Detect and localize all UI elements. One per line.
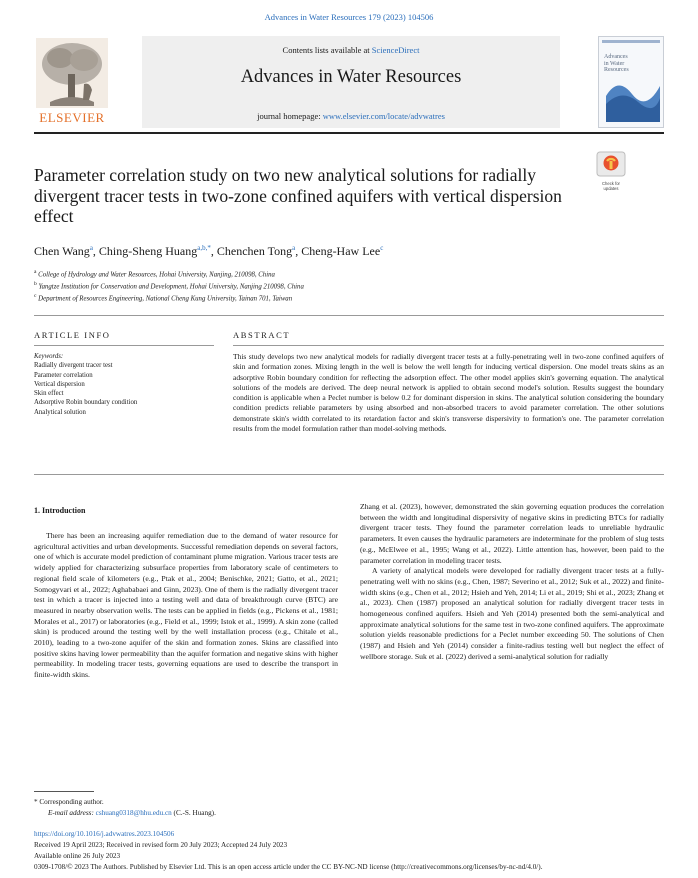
license-line: 0309-1708/© 2023 The Authors. Published by Elsevier Ltd. This is an open access article under the CC BY-NC-ND license (http://creativecommons.org/licenses/by-nc-nd/4.0/). — [34, 863, 543, 871]
homepage-line — [142, 111, 560, 121]
email-line — [48, 808, 216, 818]
article-title: Parameter correlation study on two new analytical solutions for radially divergent tracer tests in two-zone confined aquifers with vertical dispersion effect — [34, 165, 562, 226]
email-link[interactable]: cshuang0318@hhu.edu.cn — [95, 809, 172, 817]
article-info-rule — [34, 345, 214, 346]
journal-cover-image — [598, 36, 664, 128]
intro-paragraph: A variety of analytical models were developed for radially divergent tracer tests at a fully-penetrating well with no skins (e.g., Chen, 1987; Severino et al., 2012; Suk et al., 2022) and finite-width skins (e.g., Chen et al., 2012; Hsieh and Yeh, 2014; Li et al., 2019; Shi et al., 2023; Zhang et al., 2023). Chen (1987) proposed an analytical solution for radially divergent tracer tests in homogeneous confined aquifers. Hsieh and Yeh (2014) presented both the semi-analytical and approximate analytical solutions for the same test in two-zone confined aquifers. The approximate solution yields reasonable predictions for a Peclet number exceeding 50. The solutions of Chen (1987) and Hsieh and Yeh (2014) consider a finite-radius testing well but neglect the effect of wellbore storage. Suk et al. (2022) derived a semi-analytical solution for radially — [360, 566, 664, 661]
keyword: Radially divergent tracer test — [34, 362, 113, 370]
affiliation-sup: a — [34, 269, 37, 275]
abstract-heading: ABSTRACT — [233, 330, 291, 340]
author-affil-sup[interactable]: c — [380, 244, 384, 252]
check-updates-line: updates — [603, 185, 619, 191]
keyword: Adsorptive Robin boundary condition — [34, 399, 138, 407]
keyword: Parameter correlation — [34, 371, 93, 379]
contents-prefix: Contents lists available at — [282, 45, 372, 55]
cover-line: Advances — [604, 54, 628, 60]
affiliation-text: Yangtze Institution for Conservation and Development, Hohai University, Nanjing 210098, China — [38, 283, 304, 291]
affiliation-sup: c — [34, 293, 37, 299]
abstract-rule — [233, 345, 664, 346]
contents-line — [142, 45, 560, 55]
keyword: Skin effect — [34, 390, 64, 398]
author-name[interactable]: Chenchen Tong — [216, 244, 293, 258]
sciencedirect-link[interactable]: ScienceDirect — [371, 45, 420, 55]
elsevier-logo — [34, 36, 110, 128]
journal-cover-thumbnail[interactable] — [598, 36, 664, 128]
intro-left-column — [34, 531, 338, 681]
journal-citation-link[interactable]: Advances in Water Resources 179 (2023) 104506 — [264, 12, 434, 22]
cover-title — [604, 54, 629, 74]
email-suffix: (C.-S. Huang). — [171, 809, 216, 817]
masthead-divider — [34, 132, 664, 134]
journal-masthead — [34, 36, 664, 130]
author-name[interactable]: Ching-Sheng Huang — [98, 244, 198, 258]
section-heading-introduction: 1. Introduction — [34, 506, 86, 515]
doi-link[interactable]: https://doi.org/10.1016/j.advwatres.2023.104506 — [34, 830, 175, 838]
keyword: Vertical dispersion — [34, 380, 85, 388]
cover-line: in Water — [604, 60, 625, 67]
keywords-block — [34, 352, 214, 417]
keyword: Analytical solution — [34, 408, 86, 416]
cover-line: Resources — [604, 67, 629, 73]
affiliation — [34, 269, 275, 278]
affiliation-sup: b — [34, 281, 37, 287]
author-affil-sup[interactable]: a — [292, 244, 296, 252]
intro-paragraph: Zhang et al. (2023), however, demonstrated the skin governing equation produces the correlation between the width and longitudinal dispersivity of negative skins in predicting BTCs for radially divergent tracer tests. They found the parameter correlation leads to unreliable hydraulic parameters. It even causes the hydraulic parameters are indeterminate for the problem of slug tests (e.g., McElwee et al., 1995; Wang et al., 2022). Little attention has, however, been paid to the parameter correlation in modeling tracer tests. — [360, 502, 664, 565]
homepage-prefix: journal homepage: — [257, 111, 323, 121]
masthead-center — [142, 36, 560, 128]
author-name[interactable]: Chen Wang — [34, 244, 90, 258]
affiliation-text: Department of Resources Engineering, National Cheng Kung University, Tainan 701, Taiwan — [38, 295, 293, 303]
email-label: E-mail address: — [48, 809, 96, 817]
check-updates-label — [596, 182, 626, 191]
check-for-updates-badge[interactable] — [596, 151, 626, 191]
intro-paragraph: There has been an increasing aquifer remediation due to the demand of water resource for agricultural activities and urban developments. Successful remediation depends on several factors, one of which is accurate model prediction of contaminant plume migration. Various tracer tests are widely applied for characterizing subsurface properties from laboratory scale of centimeters to regional field scale of kilometers (e.g., Ptak et al., 2004; Benischke, 2021; Gatto, et al., 2021; Somogyvari et al., 2022; Aghababaei and Ginn, 2023). One of them is the radially divergent tracer test in which a tracer is injected into a testing well and data of breakthrough curve (BTC) are measured in nearby observation wells. The tests can be applied in fields (e.g., Pickens et al., 1981; Morales et al., 2017) or laboratories (e.g., Field et al., 1999; Istok et al., 1999). A skin zone (called skin) is produced around the testing well by the well installation process (e.g., Chitale et al., 2010), leading to a two-zone aquifer of the skin and formation zones. Skins are classified into positive skins having lower permeability than the aquifer formation and negative skins with higher permeability. In modeling tracer tests, governing equations are used to describe the transport in finite-width skins. — [34, 531, 338, 680]
affiliation-divider — [34, 315, 664, 316]
author-affil-sup[interactable]: a,b,* — [197, 244, 211, 252]
received-dates: Received 19 April 2023; Received in revised form 20 July 2023; Accepted 24 July 2023 — [34, 841, 288, 849]
journal-name: Advances in Water Resources — [240, 67, 462, 87]
publisher-name: ELSEVIER — [39, 110, 105, 125]
footnote-divider — [34, 791, 94, 792]
author-list: Chen Wang$^a$, Ching-Sheng Huang$^{a,b,*}$, Chenchen Tong$^a$, Cheng-Haw Lee$^c$ — [34, 244, 384, 258]
abstract-text: This study develops two new analytical models for radially divergent tracer tests at a fully-penetrating well in two-zone confined aquifers of skin and formation zones. Mixing length in the well is below the well length for inducing vertical dispersion. One model treats skins as an adsorptive Robin boundary condition for reflecting the adsorption effect. The other model applies skin's governing equation. The analytical solutions of the models are derived. The deep neural network is applied to obtain second model's solution. Results suggest the boundary condition is applicable when a Peclet number is below 0.2 for dominant dispersion in skins. The analytical solution considering the boundary condition predicts reliable parameters by using absorbed and non-absorbed tracers to avoid parameter correlation. The other solutions demonstrate skin's width correlated to its retardation factor and skin's transverse dispersivity to formation's one. The parameter correlation results from the model formulation rather than model-solving methods. — [233, 352, 664, 434]
check-updates-icon — [596, 151, 626, 177]
affiliation-text: College of Hydrology and Water Resources, Hohai University, Nanjing, 210098, China — [38, 271, 275, 279]
intro-right-column — [360, 502, 664, 663]
corresponding-author-note: * Corresponding author. — [34, 798, 104, 806]
abstract-divider — [34, 474, 664, 475]
author-affil-sup[interactable]: a — [89, 244, 93, 252]
affiliation — [34, 293, 292, 302]
journal-homepage-link[interactable]: www.elsevier.com/locate/advwatres — [322, 111, 445, 121]
article-info-heading: ARTICLE INFO — [34, 330, 111, 340]
check-updates-line: Check for — [602, 181, 620, 186]
keywords-label: Keywords: — [34, 353, 64, 360]
available-online: Available online 26 July 2023 — [34, 852, 121, 860]
affiliation — [34, 281, 304, 290]
author-name[interactable]: Cheng-Haw Lee — [301, 244, 381, 258]
